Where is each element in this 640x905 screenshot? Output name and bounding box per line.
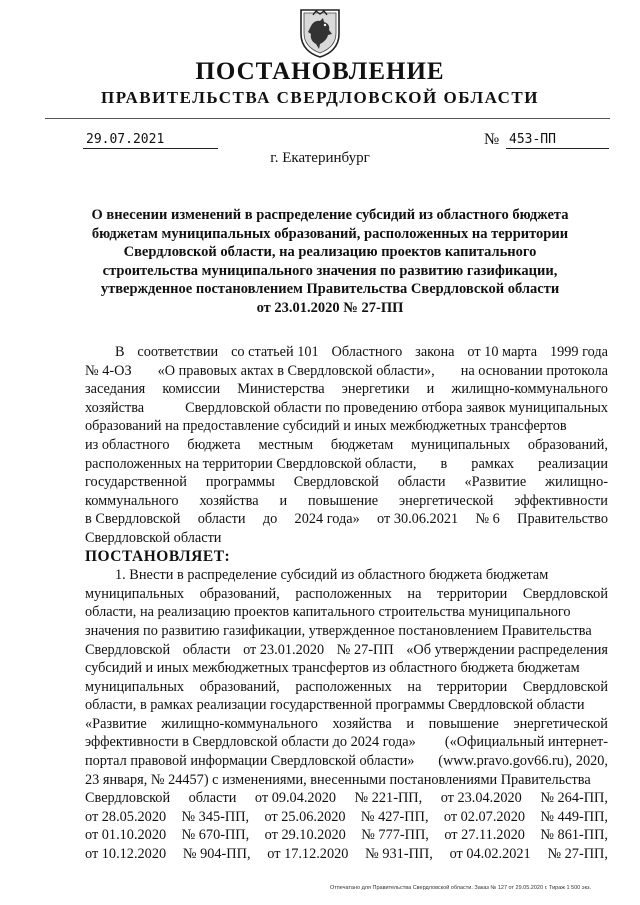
text-fragment: № 345-ПП, (181, 808, 250, 825)
text-fragment: энергетической (398, 492, 494, 509)
text-line (85, 696, 608, 715)
text-fragment: энергетической (513, 715, 608, 732)
text-fragment: муниципальных (411, 436, 511, 453)
text-fragment: субсидий и иных межбюджетных трансфертов из областного бюджета бюджетам (85, 660, 580, 677)
text-fragment: Свердловской (293, 474, 379, 491)
document-body (85, 343, 608, 864)
text-fragment: из областного (85, 436, 170, 453)
text-fragment: портал правовой информации Свердловской области» (85, 753, 415, 770)
text-fragment: до (262, 511, 278, 528)
text-line (85, 715, 608, 734)
document-heading (80, 206, 580, 318)
document-date: 29.07.2021 (83, 132, 218, 149)
text-fragment: реализации (538, 455, 608, 472)
text-fragment: Областного (331, 344, 403, 360)
text-fragment: заседания (85, 381, 146, 398)
text-fragment: и (426, 381, 435, 398)
text-fragment: от 25.06.2020 (264, 808, 346, 825)
text-fragment: образований, (527, 436, 608, 453)
text-fragment: и (279, 492, 288, 509)
text-fragment: от 10 марта (467, 344, 538, 360)
heading-line: от 23.01.2020 № 27-ПП (256, 299, 404, 316)
text-fragment: Свердловской (522, 678, 608, 695)
heading-line: Свердловской области, на реализацию проектов капитального (123, 244, 537, 261)
heading-line: О внесении изменений в распределение субсидий из областного бюджета (91, 207, 569, 223)
text-fragment: комиссии (162, 381, 221, 398)
text-line (85, 808, 608, 827)
text-fragment: жилищно-коммунального (161, 715, 318, 732)
text-fragment: области, в рамках реализации государственной программы Свердловской области (85, 697, 585, 714)
text-line (85, 733, 608, 752)
preamble-paragraph (85, 343, 608, 548)
text-fragment: Министерства (237, 381, 325, 398)
text-fragment: 1. Внести в распределение субсидий из областного бюджета бюджетам (115, 567, 549, 584)
text-fragment: муниципальных (85, 678, 184, 695)
text-fragment: от 04.02.2021 (449, 846, 531, 863)
text-fragment: хозяйства (332, 715, 392, 732)
text-line (85, 678, 608, 697)
text-fragment: жилищно-коммунального (451, 381, 608, 398)
text-fragment: соответствии (137, 344, 219, 360)
text-fragment: Правительство (517, 511, 608, 528)
text-fragment: от 01.10.2020 (85, 827, 167, 844)
text-fragment: № 670-ПП, (181, 827, 250, 844)
document-title: ПОСТАНОВЛЕНИЕ (195, 58, 445, 85)
text-fragment: 23 января, № 24457) с изменениями, внесенными постановлениями Правительства (85, 771, 591, 788)
text-fragment: эффективности в Свердловской области до 2024 года» (85, 734, 416, 751)
text-fragment: на (407, 678, 422, 695)
text-fragment: от 02.07.2020 (443, 808, 525, 825)
text-fragment: от 29.10.2020 (264, 827, 346, 844)
text-fragment: закона (415, 344, 455, 360)
text-line (85, 603, 608, 622)
text-line (85, 436, 608, 455)
text-line (85, 510, 608, 529)
text-fragment: № 861-ПП, (540, 827, 608, 844)
text-fragment: образований, (199, 678, 280, 695)
text-fragment: от 17.12.2020 (267, 846, 349, 863)
text-fragment: местным (258, 436, 314, 453)
text-fragment: № 221-ПП, (354, 790, 423, 807)
document-number: 453-ПП (506, 132, 609, 149)
text-fragment: 1999 года (549, 344, 608, 360)
text-line (85, 752, 608, 771)
text-fragment: бюджетам (330, 436, 394, 453)
text-line (85, 845, 608, 864)
text-fragment: муниципальных (85, 585, 184, 602)
text-line (85, 343, 608, 362)
text-fragment: № 904-ПП, (182, 846, 251, 863)
text-fragment: № 427-ПП, (360, 808, 429, 825)
text-fragment: № 4-ОЗ (85, 362, 132, 379)
text-fragment: хозяйства (85, 399, 145, 416)
text-fragment: расположенных (295, 585, 392, 602)
text-line (85, 659, 608, 678)
text-fragment: № 931-ПП, (365, 846, 433, 863)
text-fragment: энергетики (341, 381, 410, 398)
heading-line: бюджетам муниципальных образований, расположенных на территории (91, 225, 569, 242)
text-line (85, 622, 608, 641)
text-line (85, 473, 608, 492)
text-fragment: области (197, 511, 246, 528)
text-line (85, 399, 608, 418)
text-fragment: значения по развитию газификации, утвержденное постановлением Правительства (85, 622, 592, 639)
text-line (85, 455, 608, 474)
text-line (85, 417, 608, 436)
text-fragment: рамках (471, 455, 515, 472)
text-fragment: территории (437, 678, 508, 695)
text-line (85, 641, 608, 660)
text-line (85, 362, 608, 381)
text-fragment: от 10.12.2020 (85, 846, 167, 863)
text-fragment: № 27-ПП, (547, 846, 608, 863)
text-fragment: расположенных на территории Свердловской области, (85, 455, 417, 472)
text-fragment: № 264-ПП, (540, 790, 608, 807)
text-fragment: Свердловской (522, 585, 608, 602)
text-fragment: Свердловской области по проведению отбора заявок муниципальных (185, 399, 608, 416)
text-fragment: территории (437, 585, 508, 602)
text-fragment: хозяйства (199, 492, 259, 509)
text-fragment: Свердловской (85, 641, 171, 658)
text-fragment: коммунального (85, 492, 179, 509)
text-fragment: в (440, 455, 448, 472)
number-sign: № (484, 131, 500, 148)
text-fragment: от 23.01.2020 (243, 641, 325, 658)
text-line (85, 585, 608, 604)
item-1-paragraph (85, 566, 608, 864)
document-subtitle: ПРАВИТЕЛЬСТВА СВЕРДЛОВСКОЙ ОБЛАСТИ (101, 88, 539, 107)
text-line (85, 529, 608, 548)
text-fragment: области (397, 474, 446, 491)
text-fragment: № 449-ПП, (540, 808, 608, 825)
text-fragment: № 6 (475, 511, 500, 528)
text-fragment: на (407, 585, 422, 602)
resolves-label: ПОСТАНОВЛЯЕТ: (85, 547, 231, 565)
text-fragment: бюджета (187, 436, 241, 453)
text-fragment: В (115, 344, 125, 360)
coat-of-arms-icon (297, 6, 343, 58)
text-line (85, 789, 608, 808)
text-fragment: повышение (307, 492, 379, 509)
text-fragment: области (188, 790, 237, 807)
text-fragment: со статьей 101 (231, 344, 319, 360)
text-fragment: расположенных (295, 678, 392, 695)
heading-line: строительства муниципального значения по развитию газификации, (102, 262, 558, 279)
text-fragment: «Об утверждении распределения (406, 641, 608, 658)
text-fragment: Свердловской области (85, 529, 222, 546)
text-fragment: («Официальный интернет- (444, 734, 608, 751)
text-fragment: эффективности (514, 492, 608, 509)
text-fragment: от 27.11.2020 (444, 827, 525, 844)
text-fragment: № 27-ПП (336, 641, 394, 658)
text-fragment: образований, (199, 585, 280, 602)
text-line (85, 380, 608, 399)
text-fragment: Свердловской (85, 790, 171, 807)
text-fragment: образований на предоставление субсидий и иных межбюджетных трансфертов (85, 418, 567, 435)
text-fragment: (www.pravo.gov66.ru), 2020, (438, 753, 608, 770)
header-divider (45, 118, 610, 119)
text-line (85, 566, 608, 585)
text-fragment: и (406, 715, 414, 732)
text-fragment: программы (205, 474, 275, 491)
text-fragment: № 777-ПП, (361, 827, 429, 844)
heading-line: утвержденное постановлением Правительства Свердловской области (100, 281, 560, 298)
text-fragment: от 09.04.2020 (254, 790, 337, 807)
text-line (85, 771, 608, 790)
text-line (85, 826, 608, 845)
text-fragment: повышение (428, 715, 499, 732)
print-footer: Отпечатано для Правительства Свердловской области. Заказ № 127 от 29.05.2020 г. Тираж 1 500 экз. (330, 885, 592, 891)
text-fragment: от 28.05.2020 (85, 808, 167, 825)
text-fragment: в Свердловской (85, 511, 181, 528)
text-fragment: от 30.06.2021 (377, 511, 459, 528)
text-fragment: области (182, 641, 231, 658)
text-fragment: «О правовых актах в Свердловской области», (157, 362, 435, 379)
document-city: г. Екатеринбург (270, 150, 370, 166)
text-fragment: на основании протокола (460, 362, 608, 379)
text-fragment: от 23.04.2020 (440, 790, 522, 807)
text-fragment: жилищно- (545, 474, 608, 491)
text-fragment: 2024 года» (294, 511, 360, 528)
text-fragment: области, на реализацию проектов капитального строительства муниципального (85, 604, 571, 621)
text-fragment: государственной (85, 474, 187, 491)
text-line (85, 492, 608, 511)
text-fragment: «Развитие (85, 715, 147, 732)
text-fragment: «Развитие (464, 474, 527, 491)
